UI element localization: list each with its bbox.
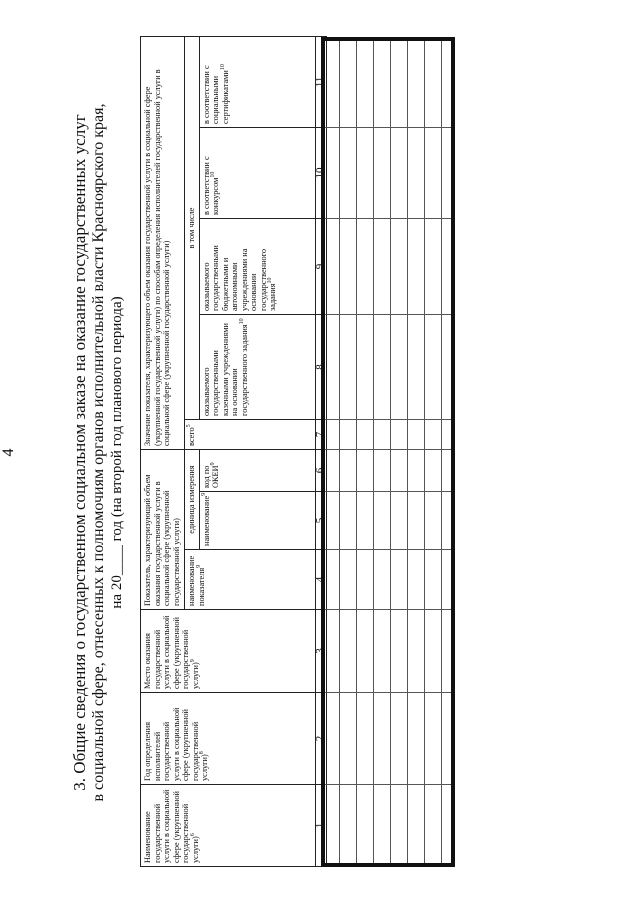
column-number: 4 <box>315 550 326 610</box>
column-number: 10 <box>315 128 326 219</box>
header-place: Место оказания государственной услуги в социальной сфере (укрупненной государственной услуги)$^9$ <box>141 610 316 693</box>
grid-row-line <box>373 41 374 863</box>
page-number: 4 <box>0 448 17 457</box>
grid-col-line <box>325 549 451 550</box>
header-state-task-budget: оказываемого государственными бюджетными и автономными учреждениями на основании государственного задания$^{10}$ <box>199 219 315 315</box>
grid-row-line <box>356 41 357 863</box>
column-number: 9 <box>315 219 326 315</box>
header-state-task-kazennye: оказываемого государственными казенными учреждениями на основании государственного задания$^{10}$ <box>199 315 315 420</box>
grid-row-line <box>407 41 408 863</box>
header-indicator-name: наименование показателя$^9$ <box>185 550 316 610</box>
column-number: 3 <box>315 610 326 693</box>
column-number: 2 <box>315 693 326 785</box>
column-number: 11 <box>315 37 326 128</box>
social-order-table <box>140 36 327 867</box>
header-certificates: в соответствии с социальными сертификатами$^{10}$ <box>199 37 315 128</box>
grid-col-line <box>325 609 451 610</box>
grid-col-line <box>325 218 451 219</box>
header-indicator-group: Показатель, характеризующий объем оказания государственной услуги в социальной сфере (укрупненной государственной услуги) <box>141 450 185 610</box>
header-unit-name: наименование$^9$ <box>199 492 315 550</box>
heading-line-2: в социальной сфере, отнесенных к полномочиям органов исполнительной власти Красноярского края, <box>90 103 107 802</box>
header-incl: в том числе <box>185 37 200 420</box>
grid-col-line <box>325 449 451 450</box>
grid-col-line <box>325 314 451 315</box>
grid-row-line <box>339 41 340 863</box>
grid-row-line <box>441 41 442 863</box>
header-year: Год определения исполнителей государственной услуги в социальной сфере (укрупненной государственной услуги)$^8$ <box>141 693 316 785</box>
grid-col-line <box>325 491 451 492</box>
column-number: 7 <box>315 420 326 450</box>
grid-row-line <box>424 41 425 863</box>
grid-col-line <box>325 419 451 420</box>
header-okei: код по ОКЕИ$^9$ <box>199 450 315 492</box>
header-unit-group: единица измерения <box>185 450 200 550</box>
header-total: всего$^5$ <box>185 420 316 450</box>
column-number: 6 <box>315 450 326 492</box>
empty-data-area <box>321 37 455 867</box>
column-number: 1 <box>315 785 326 867</box>
header-competition: в соответствии с конкурсом$^{10}$ <box>199 128 315 219</box>
heading-line-3: на 20____ год (на второй год планового периода) <box>109 296 125 609</box>
column-number: 8 <box>315 315 326 420</box>
column-number: 5 <box>315 492 326 550</box>
header-value-group: Значение показателя, характеризующего объем оказания государственной услуги в социальной сфере (укрупненной государственной услуги) по способам определения исполнителей государственной услуги в социальной сфере (укрупненной государственной услуги) <box>141 37 185 450</box>
grid-col-line <box>325 784 451 785</box>
grid-col-line <box>325 692 451 693</box>
header-service-name: Наименование государственной услуги в социальной сфере (укрупненной государственной услуги)$^6$ <box>141 785 316 867</box>
grid-col-line <box>325 127 451 128</box>
heading-line-1: 3. Общие сведения о государственном социальном заказе на оказание государственных услуг <box>70 114 89 791</box>
form-heading <box>70 0 127 905</box>
grid-row-line <box>390 41 391 863</box>
